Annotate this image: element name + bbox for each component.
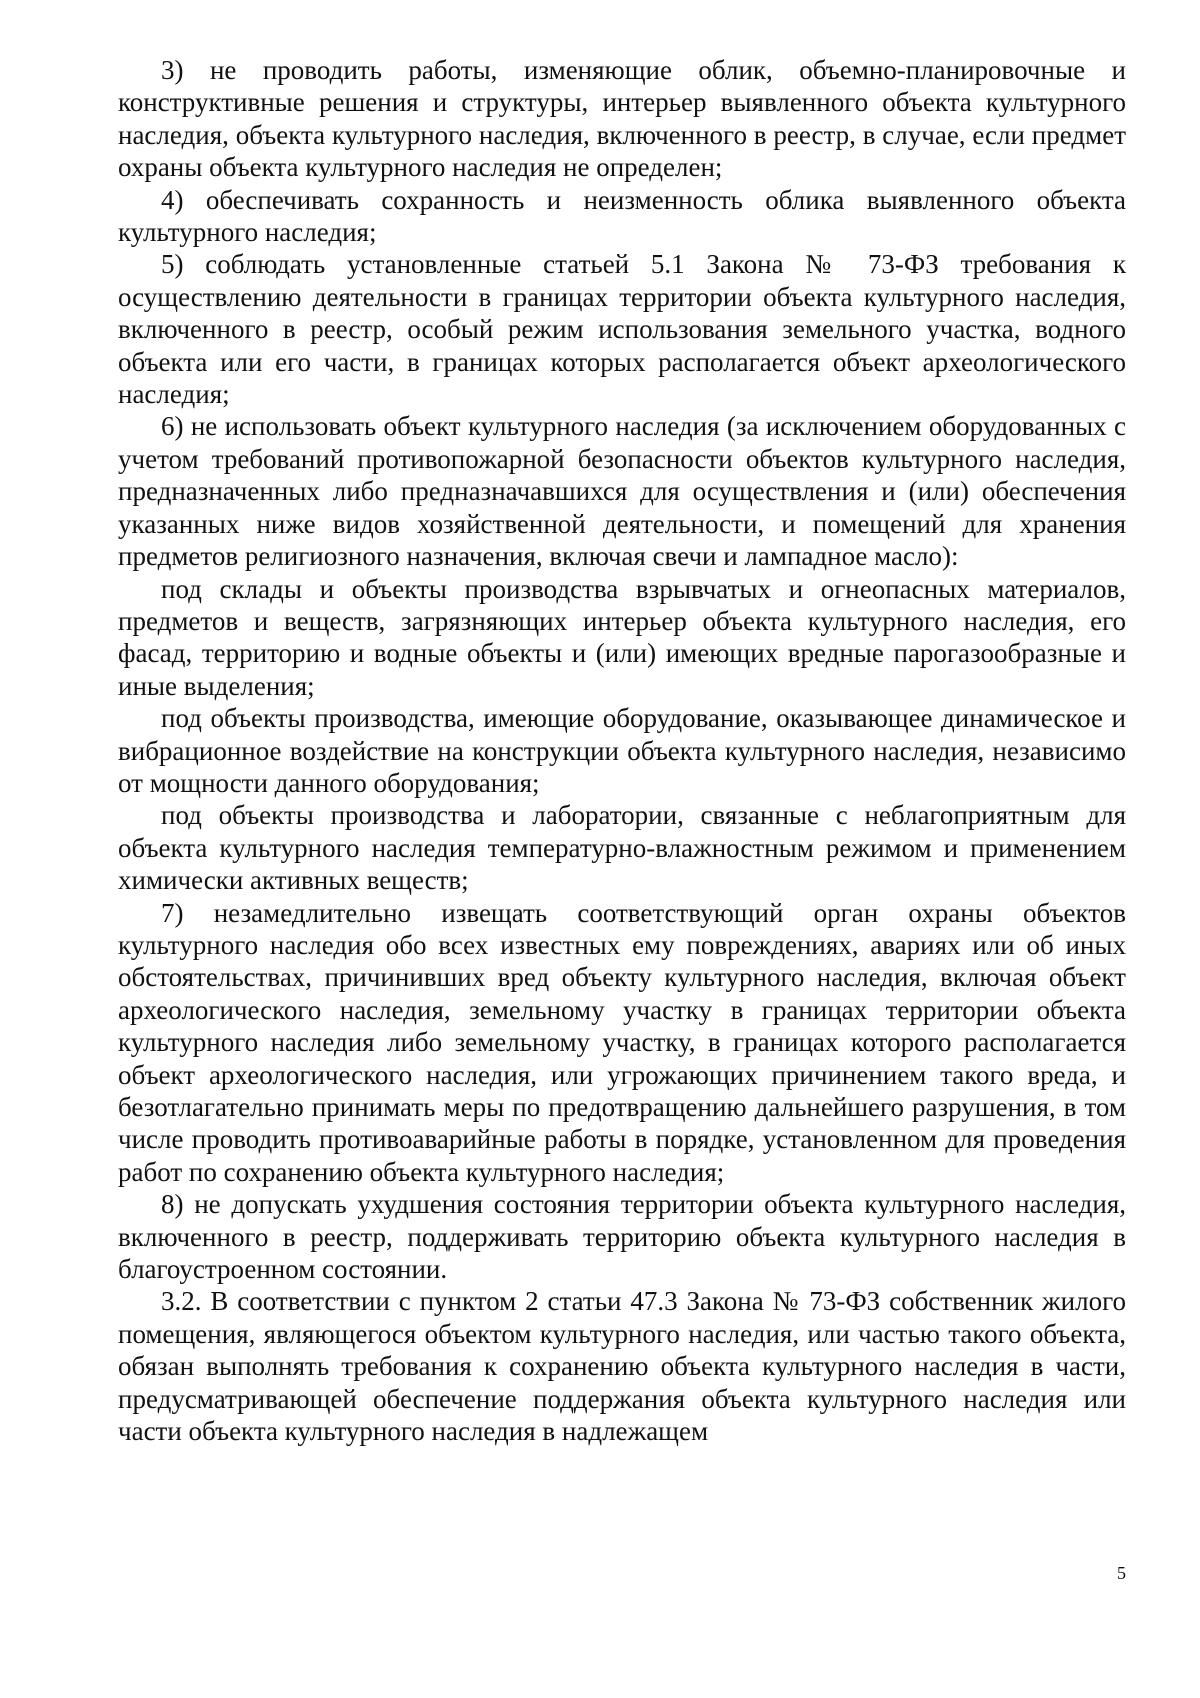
document-body <box>118 54 1126 1447</box>
paragraph-item-5: 5) соблюдать установленные статьей 5.1 Закона № 73-ФЗ требования к осуществлению деятельности в границах территории объекта культурного наследия, включенного в реестр, особый режим использования земельного участка, водного объекта или его части, в границах которых располагается объект археологического наследия; <box>118 249 1126 410</box>
page-number: 5 <box>1117 1563 1126 1583</box>
paragraph-item-8: 8) не допускать ухудшения состояния территории объекта культурного наследия, включенного в реестр, поддерживать территорию объекта культурного наследия в благоустроенном состоянии. <box>118 1189 1126 1285</box>
paragraph-item-7: 7) незамедлительно извещать соответствующий орган охраны объектов культурного наследия обо всех известных ему повреждениях, авариях или об иных обстоятельствах, причинивших вред объекту культурного наследия, включая объект археологического наследия, земельному участку в границах территории объекта культурного наследия либо земельному участку, в границах которого располагается объект археологического наследия, или угрожающих причинением такого вреда, и безотлагательно принимать меры по предотвращению дальнейшего разрушения, в том числе проводить противоаварийные работы в порядке, установленном для проведения работ по сохранению объекта культурного наследия; <box>118 897 1126 1187</box>
paragraph-subitem-production-equipment: под объекты производства, имеющие оборудование, оказывающее динамическое и вибрационное воздействие на конструкции объекта культурного наследия, независимо от мощности данного оборудования; <box>118 703 1126 798</box>
paragraph-subitem-warehouses: под склады и объекты производства взрывчатых и огнеопасных материалов, предметов и веществ, загрязняющих интерьер объекта культурного наследия, его фасад, территорию и водные объекты и (или) имеющих вредные парогазообразные и иные выделения; <box>118 573 1126 701</box>
paragraph-section-3-2: 3.2. В соответствии с пунктом 2 статьи 47.3 Закона № 73-ФЗ собственник жилого помещения, являющегося объектом культурного наследия, или частью такого объекта, обязан выполнять требования к сохранению объекта культурного наследия в части, предусматривающей обеспечение поддержания объекта культурного наследия или части объекта культурного наследия в надлежащем <box>118 1286 1126 1447</box>
paragraph-subitem-laboratories: под объекты производства и лаборатории, связанные с неблагоприятным для объекта культурного наследия температурно-влажностным режимом и применением химически активных веществ; <box>118 800 1126 896</box>
paragraph-item-6: 6) не использовать объект культурного наследия (за исключением оборудованных с учетом требований противопожарной безопасности объектов культурного наследия, предназначенных либо предназначавшихся для осуществления и (или) обеспечения указанных ниже видов хозяйственной деятельности, и помещений для хранения предметов религиозного назначения, включая свечи и лампадное масло): <box>118 411 1126 572</box>
paragraph-item-4: 4) обеспечивать сохранность и неизменность облика выявленного объекта культурного наследия; <box>118 184 1126 248</box>
paragraph-item-3: 3) не проводить работы, изменяющие облик, объемно-планировочные и конструктивные решения и структуры, интерьер выявленного объекта культурного наследия, объекта культурного наследия, включенного в реестр, в случае, если предмет охраны объекта культурного наследия не определен; <box>118 55 1126 183</box>
